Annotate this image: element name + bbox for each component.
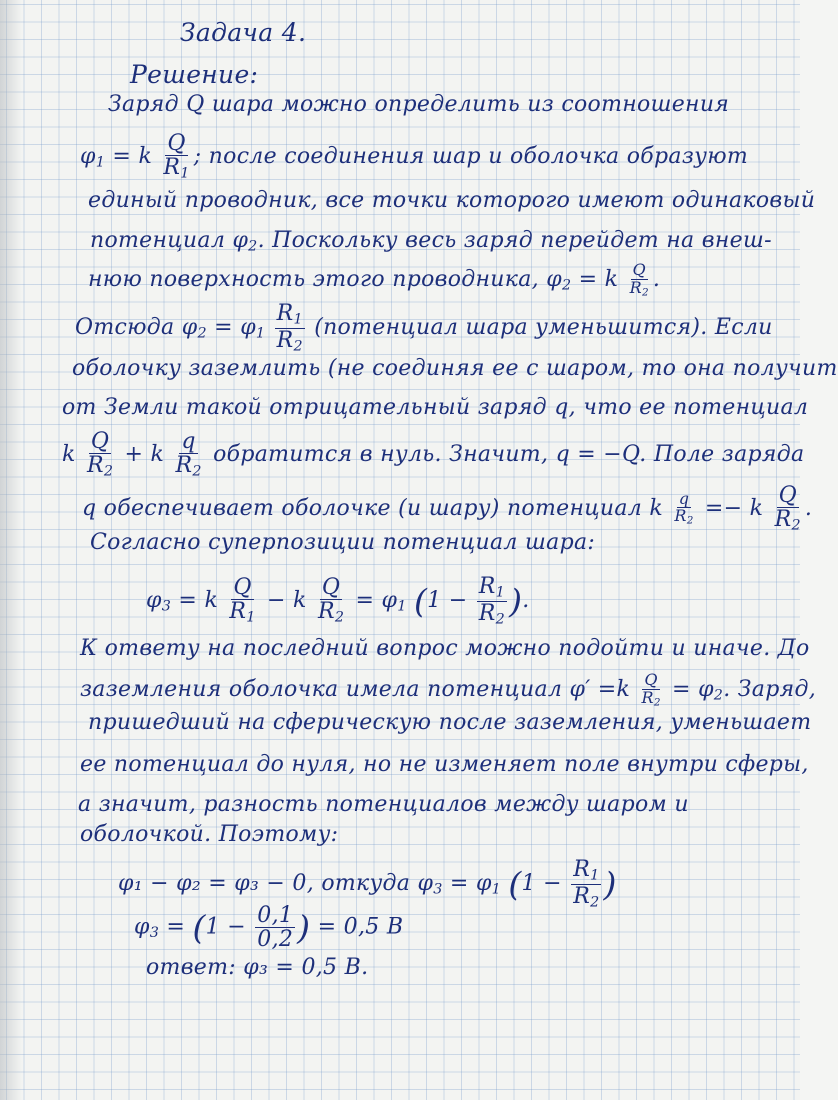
text-line-5: нюю поверхность этого проводника, $\varphi_2 = k$ $\frac{Q}{R_2}$ . <box>88 260 661 299</box>
formula-phi3: $\varphi_3 = k$ $\frac{Q}{R_1}$ − k $\frac{Q}{R_2}$ = $\varphi_1$ (1 − $\frac{R_1}{R_2}$ ). <box>146 574 530 628</box>
fraction-R1-R2: $\frac{R_1}{R_2}$ <box>276 301 303 355</box>
fraction-Q-R2: $\frac{Q}{R_2}$ <box>629 260 649 299</box>
text-line-8: от Земли такой отрицательный заряд q, что ее потенциал <box>62 395 809 420</box>
answer-line: ответ: φ₃ = 0,5 В. <box>146 955 369 980</box>
fraction-Q-R1: $\frac{Q}{R_1}$ <box>163 131 190 182</box>
text-line-7: оболочку заземлить (не соединяя ее с шаром, то она получит <box>72 356 838 381</box>
text-line-10: q обеспечивает оболочке (и шару) потенциал k $\frac{q}{R_2}$ =− k $\frac{Q}{R_2}$ . <box>82 483 813 534</box>
formula-difference: φ₁ − φ₂ = φ₃ − 0, откуда $\varphi_3 = \varphi_1$ (1 − $\frac{R_1}{R_2}$ ) <box>118 857 617 911</box>
text-line-6: Отсюда $\varphi_2 = \varphi_1$ $\frac{R_1}{R_2}$ (потенциал шара уменьшится). Если <box>75 301 773 355</box>
text-line-2: $\varphi_1 = k$ $\frac{Q}{R_1}$ ; после соединения шар и оболочка образуют <box>80 131 749 182</box>
text-line-1: Заряд Q шара можно определить из соотношения <box>108 92 730 117</box>
solution-heading: Решение: <box>130 60 259 89</box>
text-line-11: Согласно суперпозиции потенциал шара: <box>90 530 596 555</box>
text-line-3: единый проводник, все точки которого имеют одинаковый <box>88 188 816 213</box>
formula-numeric: $\varphi_3 = (1$ − $\frac{0,1}{0,2}$ ) = 0,5 В <box>134 903 404 953</box>
text-line-16: а значит, разность потенциалов между шаром и <box>78 792 689 817</box>
text-line-4: потенциал $\varphi_2$. Поскольку весь заряд перейдет на внеш- <box>90 228 772 255</box>
text-line-9: k $\frac{Q}{R_2}$ + k $\frac{q}{R_2}$ обратится в нуль. Значит, q = −Q. Поле заряда <box>62 429 805 480</box>
text-line-17: оболочкой. Поэтому: <box>80 822 339 847</box>
text-line-13: заземления оболочка имела потенциал φ′ =k $\frac{Q}{R_2}$ = $\varphi_2$. Заряд, <box>80 670 817 709</box>
text-line-12: К ответу на последний вопрос можно подойти и иначе. До <box>80 636 810 661</box>
text-line-15: ее потенциал до нуля, но не изменяет поле внутри сферы, <box>80 752 809 777</box>
task-title: Задача 4. <box>180 18 307 47</box>
phi-symbol: φ <box>80 143 96 169</box>
text-line-14: пришедший на сферическую после заземления, уменьшает <box>88 710 812 735</box>
